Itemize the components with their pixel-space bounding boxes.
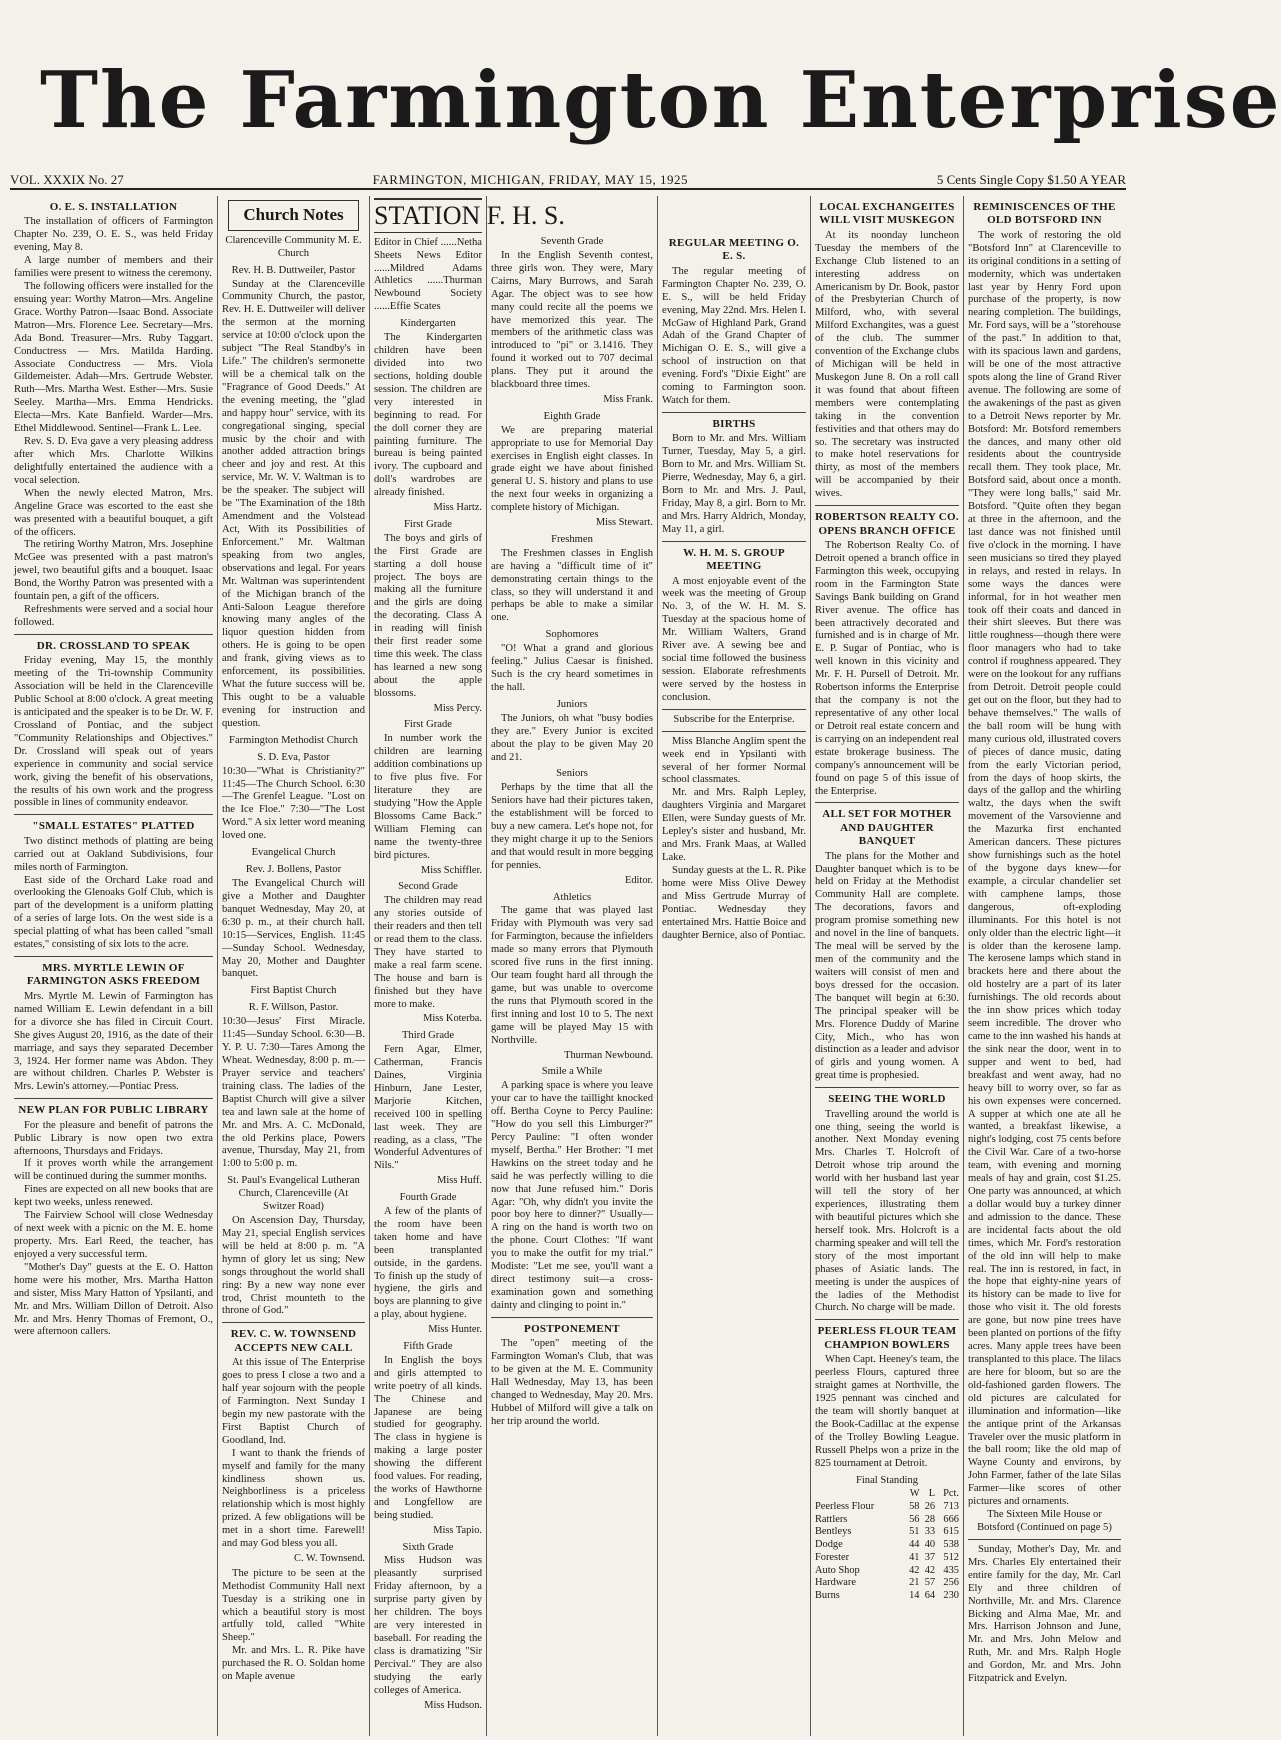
article-text: In the English Seventh contest, three girls won. They were, Mary Cairns, Mary Burrows, and Sarah Agar. The object was to see how many could recite all the poems we have memorized this year. The members of the arithmetic class was introduced to "pi" or 3.1416. They found it worked out to 707 decimal plans. They put it around the blackboard three times. — [491, 249, 653, 391]
standing-value: 42 — [924, 1564, 936, 1576]
divider — [14, 634, 213, 635]
column-5 — [658, 196, 811, 1736]
article-text: If it proves worth while the arrangement will be continued during the summer months. — [14, 1158, 213, 1183]
standing-value: 58 — [909, 1501, 920, 1513]
team-name — [815, 1488, 904, 1501]
standings-table — [815, 1488, 959, 1602]
section-title-church-notes: Church Notes — [228, 200, 359, 231]
article-text: We are preparing material appropriate to use for Memorial Day exercises in English eight classes. In grade eight we have about finished general U. S. history and plans to use the next four weeks in organizing a complete history of Michigan. — [491, 424, 653, 514]
article-text: Friday evening, May 15, the monthly meeting of the Tri-township Community Association will be held in the Clarenceville Public School at 8:00 o'clock. A great meeting is anticipated and the speaker is to be Dr. W. F. Crossland of Pontiac, and the subject "Community Relationships and Objectives." Dr. Crossland will speak out of years experience in community and social service work, giving the benefit of his observations, the results of his own work and the progress possible in lines of community endeavor. — [14, 655, 213, 809]
divider — [14, 814, 213, 815]
standing-value: W — [909, 1488, 920, 1500]
divider — [662, 731, 806, 732]
standings-row — [815, 1590, 959, 1603]
article-text: The Robertson Realty Co. of Detroit opened a branch office in Farmington this week, occupying room in the Farmington State Savings Bank building on Grand River avenue. The office has been attractively decorated and furnished and is in charge of Mr. E. P. Sugar of Pontiac, who is well known in this vicinity and Mr. F. H. Pursell of Detroit. Mr. Robertson informs the Enterprise that the company is not the representative of any other local or Detroit real estate concern and is carrying on an independent real estate brokerage business. The company's announcement will be found on page 5 of this issue of the Enterprise. — [815, 539, 959, 797]
article-text: Sunday at the Clarenceville Community Church, the pastor, Rev. H. E. Duttweiler will deliver the sermon at the morning service at 10:00 o'clock upon the subject "The Real Standby's in Life." The children's sermonette will be a chemical talk on the "Fragrance of Good Deeds." At the evening meeting, the "glad and happy hour" service, with its congregational singing, special music by the choir and with another added attraction brings cheer and joy and rest. At this service, Mr. W. V. Waltman is to be the speaker. The subject will be "The Examination of the 18th Amendment and the Volstead Act, With its Possibilities of Enforcement." Mr. Waltman speaking from two angles, observations and legal. For years Mr. Waltman was superintendent of the Michigan branch of the Anti-Saloon League therefore knowing many angles of the liquor question hidden from others. He is going to be open and frank, giving views as to enforcement, its possibilities. What the future success will be. This ought to be a valuable evening for instruction and question. — [222, 278, 365, 729]
standing-value: 615 — [943, 1526, 959, 1538]
column-6 — [811, 196, 964, 1736]
article-text: The installation of officers of Farmington Chapter No. 239, O. E. S., was held Friday evening, May 8. — [14, 216, 213, 254]
article-text: The Evangelical Church will give a Mother and Daughter banquet Wednesday, May 20, at 6:30 p. m., at their church hall. 10:15—Services, English. 11:45—Sunday School. Wednesday, May 20, Mother and Daughter banquet. — [222, 877, 365, 980]
grade-heading: Third Grade — [401, 1030, 455, 1042]
standings-row — [815, 1501, 959, 1514]
signature: Miss Schiffler. — [421, 864, 482, 876]
article-text: The "open" meeting of the Farmington Woman's Club, that was to be given at the M. E. Community Hall Wednesday, May 13, has been changed to Wednesday, May 20. Mrs. Hubbel of Milford will give a talk on her trip around the world. — [491, 1338, 653, 1427]
continuation-note: The Sixteen Mile House or Botsford (Continued on page 5) — [977, 1509, 1112, 1533]
article-columns — [10, 196, 1126, 1736]
article-text: The regular meeting of Farmington Chapter No. 239, O. E. S., will be held Friday evening, May 22nd. Mrs. Helen I. McGaw of Highland Park, Grand Adah of the Grand Chapter of Michigan O. E. S., will give a school of instruction on that evening. Ford's "Dixie Eight" are coming to Farmington soon. Watch for them. — [662, 265, 806, 407]
divider — [222, 1322, 365, 1323]
article-text: Fines are expected on all new books that are kept two weeks, unless renewed. — [14, 1184, 213, 1209]
divider — [815, 505, 959, 506]
standing-value: 28 — [924, 1513, 936, 1525]
article-text: At its noonday luncheon Tuesday the members of the Exchange Club listened to an interesting address on Americanism by Dr. Book, pastor of the Presbyterian Church of Milford, who, with several Milford Exchangites, was a guest of the club. The summer convention of the Exchange clubs of Michigan will be held in Muskegon June 8. On a roll call it was found that about fifteen members were contemplating taking in the convention festivities and that others may do so. The secretary was instructed to make hotel reservations for thirty, as most of the members will be accompanied by their wives. — [815, 229, 959, 500]
column-7 — [964, 196, 1125, 1736]
church-name: Clarenceville Community M. E. Church — [225, 234, 362, 259]
headline: NEW PLAN FOR PUBLIC LIBRARY — [18, 1104, 209, 1117]
standing-value: Pct. — [943, 1488, 959, 1500]
article-text: Mr. and Mrs. Ralph Lepley, daughters Virginia and Margaret Ellen, were Sunday guests of Mr. Lepley's sister and husband, Mr. and Mrs. Frank Maas, at Walled Lake. — [662, 787, 806, 863]
standings-header-row — [815, 1488, 959, 1501]
article-text: In English the boys and girls attempted to write poetry of all kinds. The Chinese and Japanese are being studied for geography. The class in hygiene is making a large poster showing the different food values. For reading, the works of Hawthorne and Longfellow are being studied. — [374, 1354, 482, 1521]
headline: REGULAR MEETING O. E. S. — [668, 237, 800, 263]
standing-value: 57 — [924, 1577, 936, 1589]
standings-row — [815, 1539, 959, 1552]
article-text: The Kindergarten children have been divided into two sections, holding double session. The children are very interested in beginning to read. For the doll corner they are painting furniture. The bureau is being painted ivory. The cupboard and doll's wardrobes are already finished. — [374, 332, 482, 499]
church-name: Evangelical Church — [251, 847, 336, 859]
article-text: On Ascension Day, Thursday, May 21, special English services will be held at 8:00 p. m. "A hymn of glory let us sing; New songs throughout the world shall ring: By a new way none ever trod, Christ mounteth to the throne of God." — [222, 1215, 365, 1317]
article-text: At this issue of The Enterprise goes to press I close a two and a half year sojourn with the people of Farmington. Next Sunday I begin my new pastorate with the First Baptist Church of Goodland, Ind. — [222, 1357, 365, 1446]
signature: Miss Koterba. — [423, 1013, 482, 1025]
church-name: Farmington Methodist Church — [229, 734, 358, 746]
team-name: Dodge — [815, 1539, 843, 1551]
divider — [815, 1319, 959, 1320]
article-text: Rev. S. D. Eva gave a very pleasing address after which Mrs. Charlotte Wilkins delightfully entertained the audience with a vocal selection. — [14, 436, 213, 486]
article-text: The picture to be seen at the Methodist Community Hall next Tuesday is a striking one in which a beautiful story is most artfully told, called "White Sheep." — [222, 1567, 365, 1644]
article-text: 10:30—"What is Christianity?" 11:45—The Church School. 6:30—The Grenfel League. "Lost on the Ice Floe." 7:30—"The Lost Word." A six letter word meaning loved one. — [222, 765, 365, 842]
article-text: When the newly elected Matron, Mrs. Angeline Grace was escorted to the east she was presented with a beautiful bouquet, a gift of the officers. — [14, 487, 213, 538]
grade-heading: Seniors — [556, 768, 588, 780]
signature: C. W. Townsend. — [294, 1553, 365, 1565]
subscribe-notice: Subscribe for the Enterprise. — [673, 713, 795, 725]
article-text: "Mother's Day" guests at the E. O. Hatton home were his mother, Mrs. Martha Hatton and sister, Miss Mary Hatton of Ypsilanti, and Mr. and Mrs. William Dillon of Detroit. Also Mr. and Mrs. Henry Thomas of Fremont, O., were afternoon callers. — [14, 1261, 213, 1338]
divider — [662, 541, 806, 542]
signature: Miss Tapio. — [433, 1524, 482, 1536]
article-text: The boys and girls of the First Grade are starting a doll house project. The boys are making all the furniture and the girls are doing the decorating. Class A in reading will finish their first reader some time this week. The class has learned a new song about the apple blossoms. — [374, 532, 482, 699]
article-text: "O! What a grand and glorious feeling." Julius Caesar is finished. Such is the cry heard sometimes in the hall. — [491, 643, 653, 693]
article-text: A parking space is where you leave your car to have the taillight knocked off. Bertha Coyne to Percy Pauline: "How do you sell this Limburger?" Percy Pauline: "I often wonder myself, Bertha." Her Brother: "I met Hawkins on the street today and he said he was perfectly willing to die now that June refused him." Doris Agar: "Oh, why didn't you invite the poor boy here to dinner?" Usually—A ring on the hand is worth two on the phone. Court Clothes: "If want you to make the outfit for my trial." Modiste: "Let me see, you'll want a direct testimony suit—a cross-examination gown and something dainty and clinging to point in." — [491, 1080, 653, 1311]
newspaper-title: The Farmington Enterprise — [40, 55, 1281, 146]
article-text: When Capt. Heeney's team, the peerless Flours, captured three straight games at Northville, the 1925 pennant was cinched and the team will shortly banquet at the Book-Cadillac at the expense of the Trolley Bowling League. Russell Phelps won a prize in the 825 tournament at Detroit. — [815, 1354, 959, 1469]
standing-value: 44 — [909, 1539, 920, 1551]
headline: BIRTHS — [712, 417, 756, 430]
standings-row — [815, 1577, 959, 1590]
team-name: Auto Shop — [815, 1564, 860, 1576]
standing-value: 14 — [909, 1589, 920, 1601]
grade-heading: Sophomores — [545, 629, 599, 641]
church-pastor: R. F. Willson, Pastor. — [248, 1002, 339, 1014]
station-title: STATION F. H. S. — [374, 198, 482, 233]
headline: REMINISCENCES OF THE OLD BOTSFORD INN — [973, 201, 1116, 227]
article-text: The Fairview School will close Wednesday of next week with a picnic on the M. E. home property. Mrs. Earl Reed, the teacher, has enjoyed a very successful term. — [14, 1210, 213, 1260]
article-text: The children may read any stories outside of their readers and then tell or read them to the class. They have started to make a real farm scene. The house and barn is finished but they have more to make. — [374, 895, 482, 1010]
team-name: Forester — [815, 1551, 850, 1563]
column-4 — [487, 196, 658, 1736]
grade-heading: Athletics — [552, 891, 592, 903]
grade-heading: Freshmen — [551, 533, 593, 545]
article-text: East side of the Orchard Lake road and overlooking the Glenoaks Golf Club, which is part of the development is a uniform platting of a series of large lots. On the west side is a special platting of what has been called "small estates," consisting of six lots to the acre. — [14, 874, 213, 951]
standing-value: 42 — [909, 1564, 920, 1576]
headline: PEERLESS FLOUR TEAM CHAMPION BOWLERS — [817, 1325, 957, 1351]
headline: DR. CROSSLAND TO SPEAK — [36, 639, 191, 652]
dateline-bar — [10, 166, 1126, 190]
article-text: Fern Agar, Elmer, Catherman, Francis Daines, Virginia Hinburn, Jane Lester, Marjorie Kitchen, received 100 in spelling last week. They are reading, as a class, "The Wonderful Adventures of Nils." — [374, 1044, 482, 1172]
article-text: The Juniors, oh what "busy bodies they are." Every Junior is excited about the play to be given May 20 and 21. — [491, 712, 653, 763]
standing-value: 64 — [924, 1589, 936, 1601]
standing-value: 37 — [924, 1551, 936, 1563]
column-1 — [10, 196, 218, 1736]
article-text: The game that was played last Friday with Plymouth was very sad for Farmington, because the infielders made so many errors that Plymouth scored five runs in the first inning. Our team fought hard all through the game, but was unable to overcome the runs that Plymouth scored in the first inning and lost 10 to 5. The next game will be played May 15 with Northville. — [491, 905, 653, 1046]
volume-number: VOL. XXXIX No. 27 — [10, 172, 124, 187]
masthead — [10, 0, 1281, 150]
grade-heading: Fifth Grade — [403, 1340, 453, 1352]
church-name: First Baptist Church — [250, 985, 337, 997]
article-text: The Freshmen classes in English are having a "difficult time of it" demonstrating certain things to the class, so they will understand it and perhaps be able to make a similar one. — [491, 547, 653, 624]
team-name: Rattlers — [815, 1513, 848, 1525]
divider — [14, 956, 213, 957]
standing-value: L — [928, 1488, 936, 1500]
column-2 — [218, 196, 370, 1736]
article-text: A few of the plants of the room have been taken home and have been transplanted outside, in the gardens. To finish up the study of hygiene, the girls and boys are planning to give a play, about hygiene. — [374, 1205, 482, 1321]
staff-list: Editor in Chief ......Netha Sheets News Editor ......Mildred Adams Athletics ......Thurman Newbound Society ......Effie Scates — [374, 236, 482, 313]
article-text: Sunday, Mother's Day, Mr. and Mrs. Charles Ely entertained their entire family for the day, Mr. Carl Ely and three children of Northville, Mr. and Mrs. Clarence Bicking and Alma Mae, Mr. and Mrs. Harrison Johnson and June, Mr. and Mrs. John Melow and Ruth, Mr. and Mrs. Ralph Hogle and Gordon, Mr. and Mrs. John Fitzpatrick and Evelyn. — [968, 1543, 1121, 1685]
article-text: For the pleasure and benefit of patrons the Public Library is now open two extra afternoons, Thursdays and Fridays. — [14, 1119, 213, 1157]
article-text: 10:30—Jesus' First Miracle. 11:45—Sunday School. 6:30—B. Y. P. U. 7:30—Tares Among the Wheat. Wednesday, 8:00 p. m.—Prayer service and teachers' training class. The ladies of the Baptist Church will give a silver tea and lawn sale at the home of Mr. and Mrs. A. C. McDonald, the old Perkins place, Powers avenue, Thursday, May 21, from 1:00 to 5:00 p. m. — [222, 1016, 365, 1170]
article-text: Perhaps by the time that all the Seniors have had their pictures taken, the establishment will be forced to buy a new camera. Let's hope not, for they might charge it up to the Seniors and that would result in more begging for pennies. — [491, 782, 653, 871]
standings-heading: Final Standing — [855, 1474, 919, 1486]
grade-heading: Eighth Grade — [543, 410, 601, 422]
article-text: Refreshments were served and a social hour followed. — [14, 604, 213, 628]
signature: Miss Huff. — [437, 1175, 482, 1187]
standings-row — [815, 1526, 959, 1539]
grade-heading: Smile a While — [541, 1066, 603, 1078]
article-text: Mr. and Mrs. L. R. Pike have purchased the R. O. Soldan home on Maple avenue — [222, 1645, 365, 1683]
signature: Miss Hunter. — [428, 1324, 482, 1336]
team-name: Hardware — [815, 1577, 856, 1589]
standing-value: 33 — [924, 1526, 936, 1538]
headline: LOCAL EXCHANGEITES WILL VISIT MUSKEGON — [819, 201, 955, 227]
standing-value: 230 — [943, 1589, 959, 1601]
standing-value: 713 — [943, 1501, 959, 1513]
grade-heading: First Grade — [404, 719, 452, 731]
headline: ALL SET FOR MOTHER AND DAUGHTER BANQUET — [822, 808, 952, 848]
signature: Miss Hudson. — [424, 1699, 482, 1711]
headline: MRS. MYRTLE LEWIN OF FARMINGTON ASKS FREEDOM — [26, 962, 201, 988]
article-text: Two distinct methods of platting are being carried out at Oakland Subdivisions, four miles north of Farmington. — [14, 835, 213, 873]
church-name: St. Paul's Evangelical Lutheran Church, Clarenceville (At Switzer Road) — [227, 1175, 360, 1213]
signature: Thurman Newbound. — [564, 1049, 653, 1061]
signature: Miss Hartz. — [433, 502, 482, 514]
team-name: Bentleys — [815, 1526, 852, 1538]
standing-value: 51 — [909, 1526, 920, 1538]
standing-value: 21 — [909, 1577, 920, 1589]
headline: ROBERTSON REALTY CO. OPENS BRANCH OFFICE — [815, 511, 959, 537]
divider — [14, 1098, 213, 1099]
grade-heading: Sixth Grade — [402, 1541, 454, 1553]
station-title-spacer — [491, 196, 653, 232]
standings-body — [815, 1488, 959, 1602]
article-text: The retiring Worthy Matron, Mrs. Josephine McGee was presented with a past matron's jewel, two beautiful gifts and a bouquet. Isaac Bond, the Worthy Patron was presented with a fountain pen, a gift of the officers. — [14, 539, 213, 603]
article-text: Miss Blanche Anglim spent the week end in Ypsilanti with several of her former Normal school classmates. — [662, 735, 806, 786]
divider — [662, 412, 806, 413]
signature: Miss Frank. — [603, 394, 653, 406]
standings-row — [815, 1552, 959, 1565]
standing-value: 512 — [943, 1551, 959, 1563]
divider — [662, 709, 806, 710]
issue-date: FARMINGTON, MICHIGAN, FRIDAY, MAY 15, 1925 — [372, 172, 688, 187]
church-pastor: S. D. Eva, Pastor — [257, 751, 330, 763]
divider — [968, 1539, 1121, 1540]
divider — [815, 802, 959, 803]
divider — [815, 1087, 959, 1088]
standing-value: 256 — [943, 1577, 959, 1589]
divider — [491, 1317, 653, 1318]
article-text: Born to Mr. and Mrs. William Turner, Tuesday, May 5, a girl. Born to Mr. and Mrs. William St. Pierre, Wednesday, May 6, a girl. Born to Mr. and Mrs. J. Paul, Friday, May 8, a girl. Born to Mr. and Mrs. Harry Aldrich, Monday, May 11, a girl. — [662, 433, 806, 535]
standing-value: 435 — [943, 1564, 959, 1576]
grade-heading: First Grade — [404, 518, 452, 530]
headline: O. E. S. INSTALLATION — [49, 201, 178, 213]
headline: REV. C. W. TOWNSEND ACCEPTS NEW CALL — [230, 1328, 357, 1354]
signature: Miss Stewart. — [595, 517, 653, 529]
headline: "SMALL ESTATES" PLATTED — [32, 820, 195, 833]
grade-heading: Seventh Grade — [540, 236, 604, 247]
column-3 — [370, 196, 565, 1736]
article-text: A most enjoyable event of the week was the meeting of Group No. 3, of the W. H. M. S. Tuesday at the spacious home of Mr. William Walters, Grand River ave. A sewing bee and social time followed the business session. Elaborate refreshments were served by the hostess in conclusion. — [662, 575, 806, 703]
standings-row — [815, 1514, 959, 1527]
headline: W. H. M. S. GROUP MEETING — [683, 546, 785, 573]
article-text: I want to thank the friends of myself and family for the many kindliness shown us. Neighborliness is a priceless relationship which is most highly prized. A few obligations will be met in a short time. Farewell! and may God bless you all. — [222, 1447, 365, 1550]
team-name: Burns — [815, 1589, 840, 1601]
article-text: The plans for the Mother and Daughter banquet which is to be held on Friday at the Methodist Community Hall are complete. The decorations, favors and program promise something new and novel in the line of banquets. The meal will be served by the men of the community and the waiters will consist of men and boys dressed for the occasion. The banquet will begin at 6:30. The principal speaker will be Mrs. Florence Duddy of Marine City, Mich., who has won distinction as a leader and advisor of girls and young women. A great time is prophesied. — [815, 850, 959, 1082]
standing-value: 538 — [943, 1539, 959, 1551]
standing-value: 26 — [924, 1501, 936, 1513]
headline: POSTPONEMENT — [524, 1322, 620, 1335]
standing-value: 41 — [909, 1551, 920, 1563]
signature: Miss Percy. — [433, 702, 482, 714]
church-pastor: Rev. J. Bollens, Pastor — [245, 864, 342, 876]
article-text: A large number of members and their families were present to witness the ceremony. — [14, 255, 213, 280]
article-text: Miss Hudson was pleasantly surprised Friday afternoon, by a surprise party given by her children. The boys are very interested in baseball. For reading the class is dramatizing "Sir Percival." They are also studying the early colleges of America. — [374, 1555, 482, 1696]
article-text: In number work the children are learning addition combinations up to five plus five. For literature they are studying "How the Apple Blossoms Came Back." William Fleming can name the twenty-three bird pictures. — [374, 733, 482, 861]
headline: SEEING THE WORLD — [828, 1093, 946, 1106]
subscription-price: 5 Cents Single Copy $1.50 A YEAR — [936, 172, 1126, 187]
standing-value: 40 — [924, 1539, 936, 1551]
article-text: The work of restoring the old "Botsford Inn" at Clarenceville to its original conditions in a setting of modernity, which was undertaken last year by Henry Ford upon purchase of the property, is now nearing completion. The buildings, Mr. Ford says, will be a "storehouse of the past." In addition to that, with its spacious lawn and gardens, will be one of the most attractive spots along the line of Grand River avenue. The following are some of the awakenings of the past as given to a Detroit News reporter by Mr. Botsford: Mr. Botsford remembers the dances, and many other old residents about the countryside recall them. They took place, Mr. Botsford said, about once a month. "They were long balls," said Mr. Botsford. "Quite often they began at three in the afternoon, and the last dance was not finished until five o'clock in the morning. I have seen musicians so tired they played in relays, and rested in relays. In some ways the dances were informal, for in hot weather men took off their coats and danced in their shirt sleeves. But there was little roughness—though there were floor managers who had to take control if roughness appeared. They were on the lookout for any ruffians from Detroit. Detroit people could get out on the floor, but they had to behave themselves." The walls of the ball room will be hung with many curious old, illustrated covers of pieces of dance music, dating from the early Victorian period, from the days of hoop skirts, the days of the gallop and the whirling waltz, the days when the swift movement of the Varsovienne and the Mazurka first enchanted American dancers. These pictures show furnishings such as the hotel of the bygone days knew—for example, a circular chandelier set with camphene lamps, those dangerous, oft-exploding illuminants. For this hotel is not only older than the electric light—it is older than the kerosene lamp. The kerosene lamps which stand in brackets here and there about the old hostelry are a part of its later furnishings. The old records about the inn show prices which today seem incredible. The drover who came to the inn washed his hands at the sink near the door, went in to supper and went to bed, had breakfast and went away, had no heavy bill to worry over, so far as his own expenses were concerned. A supper at which one ate all he wanted, a breakfast likewise, a night's lodging, cost 75 cents before the Civil War. Care of a two-horse team, with evening and morning meals of hay and grain, cost $1.25. One party was announced, at which a dollar would buy a turkey dinner and admission to the dance. These are incidental facts about the old times, which Mr. Ford's restoration of the old inn will help to make real. The inn is restored, in fact, in the hope that eighty-nine years of its history can be made to live for those who visit it. The old forests are gone, but now pine trees have been planted on portions of the fifty acres. Many apple trees have been transplanted to this place. The lilacs are here for bloom, but so are the old-fashioned garden flowers. The old pictures are calculated for illumination and information—like the antique print of the Arkansas Traveler over the music platform in the ball room; like the old map of Wayne County and environs, by John Farmer, father of the late Silas Farmer—like scores of other pictures and ornaments. — [968, 229, 1122, 1508]
grade-heading: Fourth Grade — [399, 1192, 457, 1203]
standing-value: 666 — [943, 1513, 959, 1525]
signature: Editor. — [625, 874, 653, 886]
station-title-spacer — [662, 196, 806, 232]
article-text: The following officers were installed for the ensuing year: Worthy Matron—Mrs. Angeline Grace. Worthy Patron—Isaac Bond. Associate Matron—Mrs. Florence Lee. Secretary—Mrs. Ada Bond. Treasurer—Mrs. Ruby Taggart. Conductress — Mrs. Matilda Harding. Associate Conductress — Mrs. Viola Gildemeister. Adah—Mrs. Gertrude Webster. Ruth—Mrs. Martha West. Esther—Mrs. Susie Seeley. Martha—Mrs. Emma Hendricks. Electa—Mrs. Kate Banfield. Warder—Mrs. Ethel Middlewood. Sentinel—Frank L. Lee. — [14, 281, 213, 435]
article-text: Mrs. Myrtle M. Lewin of Farmington has named William E. Lewin defendant in a bill for a divorce she has filed in Circuit Court. She gives August 20, 1916, as the date of their marriage, and says they separated December 3, 1924. Her former name was Abdon. They are without children. Charles P. Webster is Mrs. Lewin's attorney.—Pontiac Press. — [14, 990, 213, 1093]
grade-heading: Kindergarten — [400, 318, 456, 330]
standings-row — [815, 1565, 959, 1578]
team-name: Peerless Flour — [815, 1501, 875, 1513]
article-text: Travelling around the world is one thing, seeing the world is another. Next Monday evening Mrs. Charles T. Holcroft of Detroit whose trip around the world with her husband last year will tell the story of her experiences, illustrating them with beautiful pictures which she herself took. Mrs. Holcroft is a charming speaker and will tell the story of the most important phases of Asiatic lands. The meeting is under the auspices of the ladies of the Methodist Church. No charge will be made. — [815, 1108, 959, 1314]
grade-heading: Second Grade — [398, 881, 458, 893]
standing-value: 56 — [909, 1513, 920, 1525]
article-text: Sunday guests at the L. R. Pike home were Miss Olive Dewey and Miss Gertrude Murray of Pontiac. Wednesday they entertained Mrs. Hattie Boice and daughter Bernice, also of Pontiac. — [662, 864, 806, 941]
grade-heading: Juniors — [556, 698, 588, 710]
church-pastor: Rev. H. B. Duttweiler, Pastor — [231, 264, 356, 276]
